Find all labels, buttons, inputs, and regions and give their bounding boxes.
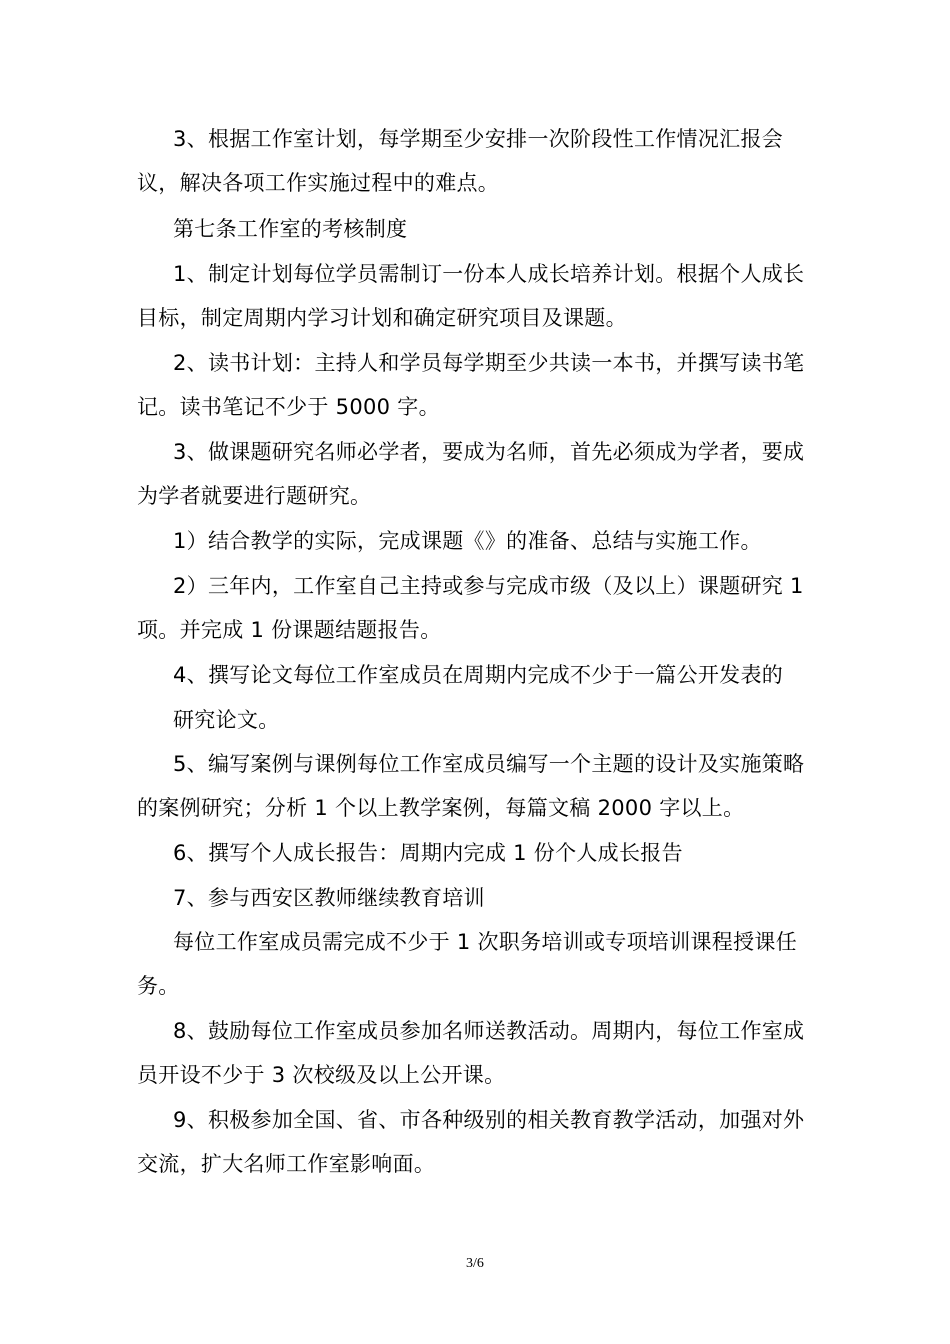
paragraph-training: 7、参与西安区教师继续教育培训 bbox=[173, 886, 485, 910]
paragraph-report-meeting: 3、根据工作室计划，每学期至少安排一次阶段性工作情况汇报会议，解决各项工作实施过程中的难点。 bbox=[137, 127, 784, 195]
page-number: 3/6 bbox=[466, 1256, 484, 1271]
paragraph-outreach: 8、鼓励每位工作室成员参加名师送教活动。周期内，每位工作室成员开设不少于 3 次校级及以上公开课。 bbox=[137, 1019, 805, 1087]
section-heading-assessment: 第七条工作室的考核制度 bbox=[173, 217, 408, 241]
paragraph-cases: 5、编写案例与课例每位工作室成员编写一个主题的设计及实施策略的案例研究；分析 1 个以上教学案例，每篇文稿 2000 字以上。 bbox=[137, 752, 805, 820]
paragraph-reading-plan: 2、读书计划：主持人和学员每学期至少共读一本书，并撰写读书笔记。读书笔记不少于 5000 字。 bbox=[137, 351, 805, 419]
paragraph-research: 3、做课题研究名师必学者，要成为名师，首先必须成为学者，要成为学者就要进行题研究。 bbox=[137, 440, 805, 508]
paragraph-research-item-1: 1）结合教学的实际，完成课题《》的准备、总结与实施工作。 bbox=[173, 529, 762, 553]
paragraph-activities: 9、积极参加全国、省、市各种级别的相关教育教学活动，加强对外交流，扩大名师工作室影响面。 bbox=[137, 1108, 805, 1176]
paragraph-growth-report: 6、撰写个人成长报告：周期内完成 1 份个人成长报告 bbox=[173, 841, 683, 865]
paragraph-thesis: 4、撰写论文每位工作室成员在周期内完成不少于一篇公开发表的 bbox=[173, 663, 784, 687]
paragraph-research-item-2: 2）三年内，工作室自己主持或参与完成市级（及以上）课题研究 1 项。并完成 1 份课题结题报告。 bbox=[137, 574, 804, 642]
paragraph-thesis-continued: 研究论文。 bbox=[173, 708, 280, 732]
paragraph-plan: 1、制定计划每位学员需制订一份本人成长培养计划。根据个人成长目标，制定周期内学习计划和确定研究项目及课题。 bbox=[137, 262, 805, 330]
paragraph-training-detail: 每位工作室成员需完成不少于 1 次职务培训或专项培训课程授课任务。 bbox=[137, 930, 798, 998]
